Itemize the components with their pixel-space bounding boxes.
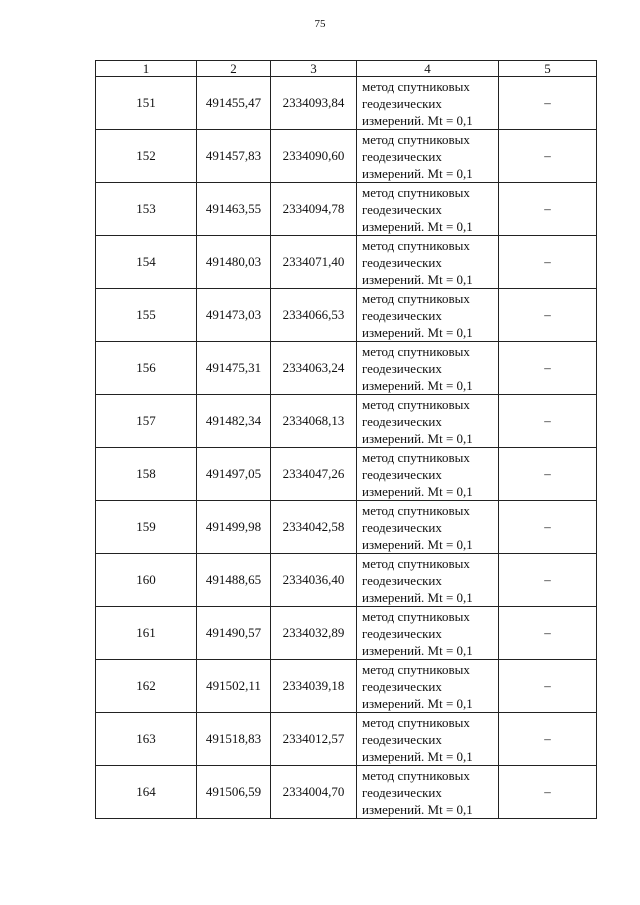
point-number-cell: 155 bbox=[96, 289, 197, 342]
method-line-1: метод спутниковых bbox=[362, 767, 470, 783]
table-row bbox=[96, 660, 597, 713]
note-cell: – bbox=[499, 183, 597, 236]
note-cell: – bbox=[499, 607, 597, 660]
point-number-cell: 159 bbox=[96, 501, 197, 554]
method-cell bbox=[357, 607, 499, 660]
method-line-2: геодезических bbox=[362, 201, 442, 217]
method-line-1: метод спутниковых bbox=[362, 237, 470, 253]
y-coordinate-cell: 2334068,13 bbox=[271, 395, 357, 448]
point-number-cell: 160 bbox=[96, 554, 197, 607]
method-line-3: измерений. Mt = 0,1 bbox=[362, 536, 473, 552]
coordinates-table bbox=[95, 60, 597, 819]
method-cell bbox=[357, 183, 499, 236]
table-row bbox=[96, 236, 597, 289]
method-line-3: измерений. Mt = 0,1 bbox=[362, 271, 473, 287]
x-coordinate-cell: 491463,55 bbox=[197, 183, 271, 236]
header-col-4: 4 bbox=[357, 61, 499, 77]
table-row bbox=[96, 766, 597, 819]
method-line-3: измерений. Mt = 0,1 bbox=[362, 695, 473, 711]
method-line-3: измерений. Mt = 0,1 bbox=[362, 218, 473, 234]
method-line-2: геодезических bbox=[362, 307, 442, 323]
table-row bbox=[96, 448, 597, 501]
note-cell: – bbox=[499, 236, 597, 289]
note-cell: – bbox=[499, 448, 597, 501]
x-coordinate-cell: 491488,65 bbox=[197, 554, 271, 607]
table-row bbox=[96, 130, 597, 183]
table-row bbox=[96, 77, 597, 130]
table-row bbox=[96, 501, 597, 554]
header-col-2: 2 bbox=[197, 61, 271, 77]
y-coordinate-cell: 2334032,89 bbox=[271, 607, 357, 660]
x-coordinate-cell: 491480,03 bbox=[197, 236, 271, 289]
y-coordinate-cell: 2334039,18 bbox=[271, 660, 357, 713]
method-cell bbox=[357, 342, 499, 395]
method-line-3: измерений. Mt = 0,1 bbox=[362, 324, 473, 340]
y-coordinate-cell: 2334094,78 bbox=[271, 183, 357, 236]
x-coordinate-cell: 491518,83 bbox=[197, 713, 271, 766]
method-line-1: метод спутниковых bbox=[362, 661, 470, 677]
table-row bbox=[96, 554, 597, 607]
method-line-2: геодезических bbox=[362, 466, 442, 482]
y-coordinate-cell: 2334063,24 bbox=[271, 342, 357, 395]
x-coordinate-cell: 491473,03 bbox=[197, 289, 271, 342]
method-line-1: метод спутниковых bbox=[362, 131, 470, 147]
point-number-cell: 153 bbox=[96, 183, 197, 236]
table-row bbox=[96, 183, 597, 236]
method-line-1: метод спутниковых bbox=[362, 396, 470, 412]
point-number-cell: 164 bbox=[96, 766, 197, 819]
method-line-1: метод спутниковых bbox=[362, 78, 470, 94]
method-cell bbox=[357, 501, 499, 554]
method-line-3: измерений. Mt = 0,1 bbox=[362, 589, 473, 605]
point-number-cell: 157 bbox=[96, 395, 197, 448]
method-line-1: метод спутниковых bbox=[362, 184, 470, 200]
table-row bbox=[96, 607, 597, 660]
method-line-3: измерений. Mt = 0,1 bbox=[362, 112, 473, 128]
y-coordinate-cell: 2334071,40 bbox=[271, 236, 357, 289]
method-cell bbox=[357, 130, 499, 183]
method-line-2: геодезических bbox=[362, 519, 442, 535]
method-line-3: измерений. Mt = 0,1 bbox=[362, 165, 473, 181]
method-cell bbox=[357, 660, 499, 713]
method-cell bbox=[357, 713, 499, 766]
header-col-3: 3 bbox=[271, 61, 357, 77]
header-col-5: 5 bbox=[499, 61, 597, 77]
method-line-3: измерений. Mt = 0,1 bbox=[362, 377, 473, 393]
note-cell: – bbox=[499, 501, 597, 554]
method-line-1: метод спутниковых bbox=[362, 608, 470, 624]
point-number-cell: 151 bbox=[96, 77, 197, 130]
note-cell: – bbox=[499, 130, 597, 183]
method-line-1: метод спутниковых bbox=[362, 449, 470, 465]
y-coordinate-cell: 2334042,58 bbox=[271, 501, 357, 554]
method-line-2: геодезических bbox=[362, 148, 442, 164]
method-line-1: метод спутниковых bbox=[362, 502, 470, 518]
table-row bbox=[96, 395, 597, 448]
method-line-1: метод спутниковых bbox=[362, 290, 470, 306]
method-line-2: геодезических bbox=[362, 784, 442, 800]
method-line-2: геодезических bbox=[362, 731, 442, 747]
page-number: 75 bbox=[314, 18, 326, 30]
point-number-cell: 158 bbox=[96, 448, 197, 501]
note-cell: – bbox=[499, 289, 597, 342]
method-line-3: измерений. Mt = 0,1 bbox=[362, 748, 473, 764]
method-line-2: геодезических bbox=[362, 413, 442, 429]
x-coordinate-cell: 491482,34 bbox=[197, 395, 271, 448]
note-cell: – bbox=[499, 554, 597, 607]
method-line-2: геодезических bbox=[362, 625, 442, 641]
method-cell bbox=[357, 236, 499, 289]
note-cell: – bbox=[499, 342, 597, 395]
method-cell bbox=[357, 766, 499, 819]
note-cell: – bbox=[499, 395, 597, 448]
method-cell bbox=[357, 554, 499, 607]
table-body bbox=[96, 77, 597, 819]
y-coordinate-cell: 2334047,26 bbox=[271, 448, 357, 501]
y-coordinate-cell: 2334090,60 bbox=[271, 130, 357, 183]
x-coordinate-cell: 491475,31 bbox=[197, 342, 271, 395]
x-coordinate-cell: 491502,11 bbox=[197, 660, 271, 713]
table-row bbox=[96, 713, 597, 766]
table-row bbox=[96, 342, 597, 395]
method-line-2: геодезических bbox=[362, 572, 442, 588]
note-cell: – bbox=[499, 77, 597, 130]
x-coordinate-cell: 491506,59 bbox=[197, 766, 271, 819]
x-coordinate-cell: 491490,57 bbox=[197, 607, 271, 660]
method-cell bbox=[357, 289, 499, 342]
method-line-2: геодезических bbox=[362, 95, 442, 111]
note-cell: – bbox=[499, 660, 597, 713]
method-line-3: измерений. Mt = 0,1 bbox=[362, 430, 473, 446]
table-row bbox=[96, 289, 597, 342]
method-line-2: геодезических bbox=[362, 678, 442, 694]
point-number-cell: 162 bbox=[96, 660, 197, 713]
point-number-cell: 152 bbox=[96, 130, 197, 183]
y-coordinate-cell: 2334066,53 bbox=[271, 289, 357, 342]
y-coordinate-cell: 2334036,40 bbox=[271, 554, 357, 607]
note-cell: – bbox=[499, 766, 597, 819]
header-col-1: 1 bbox=[96, 61, 197, 77]
y-coordinate-cell: 2334012,57 bbox=[271, 713, 357, 766]
method-line-1: метод спутниковых bbox=[362, 555, 470, 571]
method-line-3: измерений. Mt = 0,1 bbox=[362, 801, 473, 817]
point-number-cell: 156 bbox=[96, 342, 197, 395]
method-line-2: геодезических bbox=[362, 254, 442, 270]
header-row bbox=[96, 61, 597, 77]
x-coordinate-cell: 491499,98 bbox=[197, 501, 271, 554]
method-line-1: метод спутниковых bbox=[362, 714, 470, 730]
point-number-cell: 154 bbox=[96, 236, 197, 289]
method-line-3: измерений. Mt = 0,1 bbox=[362, 642, 473, 658]
method-cell bbox=[357, 448, 499, 501]
method-line-1: метод спутниковых bbox=[362, 343, 470, 359]
x-coordinate-cell: 491457,83 bbox=[197, 130, 271, 183]
point-number-cell: 161 bbox=[96, 607, 197, 660]
table-header bbox=[96, 61, 597, 77]
method-line-2: геодезических bbox=[362, 360, 442, 376]
x-coordinate-cell: 491455,47 bbox=[197, 77, 271, 130]
y-coordinate-cell: 2334004,70 bbox=[271, 766, 357, 819]
method-cell bbox=[357, 395, 499, 448]
point-number-cell: 163 bbox=[96, 713, 197, 766]
method-cell bbox=[357, 77, 499, 130]
note-cell: – bbox=[499, 713, 597, 766]
x-coordinate-cell: 491497,05 bbox=[197, 448, 271, 501]
y-coordinate-cell: 2334093,84 bbox=[271, 77, 357, 130]
method-line-3: измерений. Mt = 0,1 bbox=[362, 483, 473, 499]
